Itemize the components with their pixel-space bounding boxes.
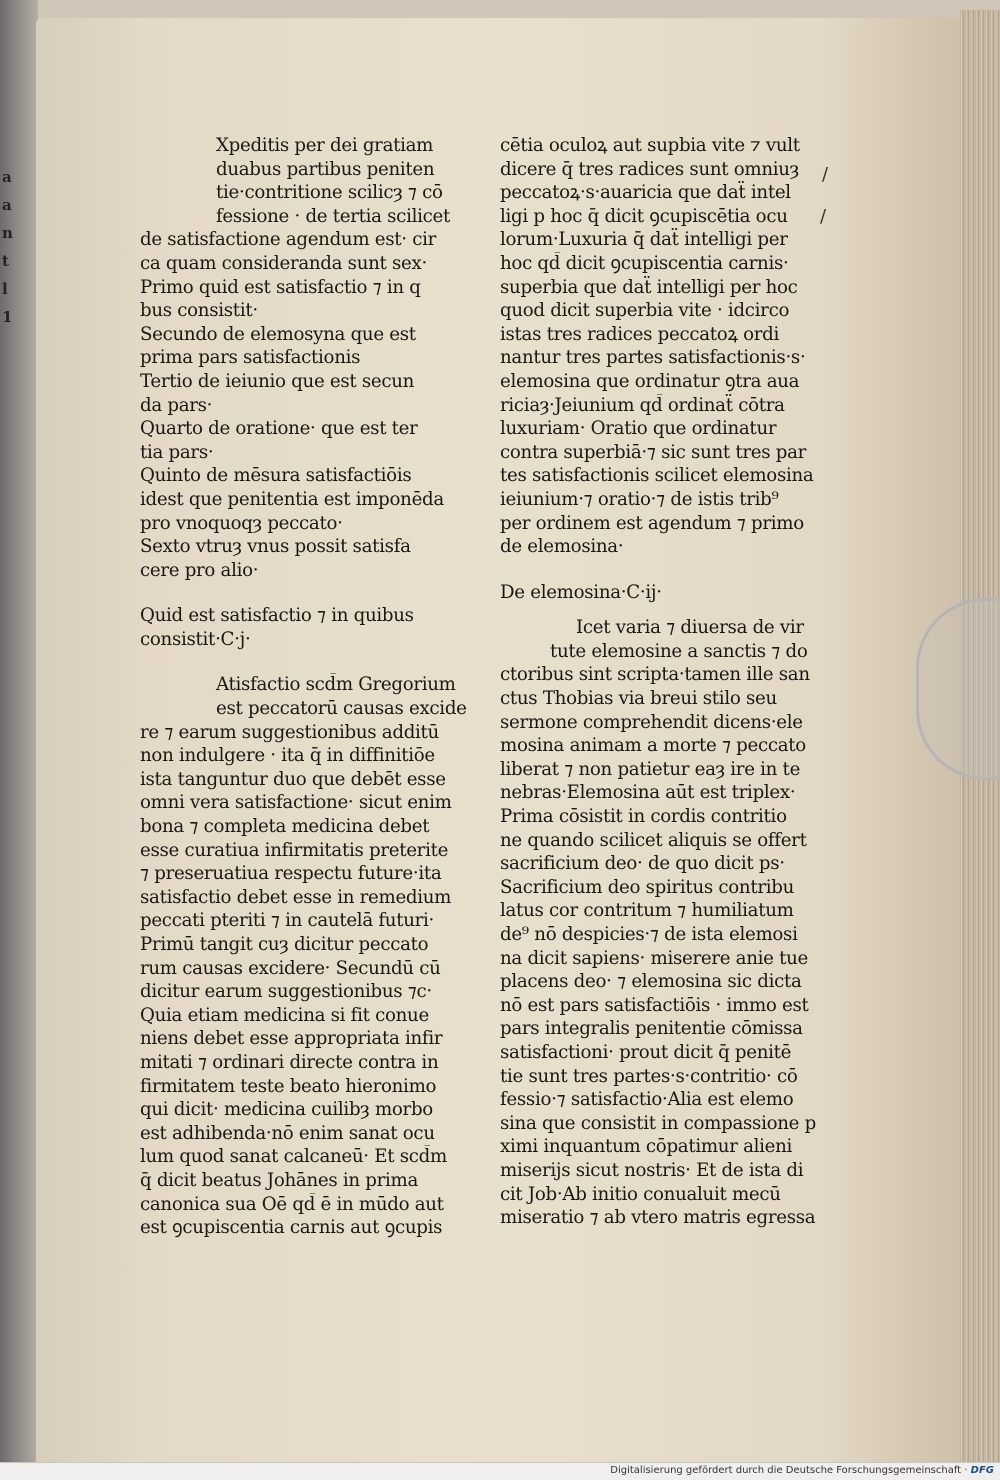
- dfg-credit: [610, 1463, 994, 1478]
- text-line: duabus partibus peniten: [216, 158, 435, 180]
- edge-mark: a: [2, 196, 12, 214]
- text-line: Secundo de elemosyna que est: [140, 323, 416, 345]
- paragraph-gap: [500, 559, 830, 581]
- text-line: Xpeditis per dei gratiam: [216, 135, 434, 156]
- text-line: Icet varia ⁊ diuersa de vir: [576, 617, 804, 639]
- text-line: dicere q̄ tres radices sunt omniuȝ: [500, 158, 799, 180]
- text-line: satisfactio debet esse in remedium: [140, 886, 452, 908]
- text-line: est peccatorū causas excide: [216, 698, 467, 720]
- text-line: lorum·Luxuria q̄ daẗ intelligi per: [500, 229, 788, 251]
- text-line: Quinto de mēsura satisfactiōis: [140, 465, 412, 487]
- text-line: Quid est satisfactio ⁊ in quibus: [140, 605, 414, 627]
- paragraph-gap: [140, 651, 470, 673]
- text-line: nō est pars satisfactiōis · immo est: [500, 994, 809, 1016]
- text-line: tia pars·: [140, 441, 214, 463]
- text-line: na dicit sapiens· miserere anie tue: [500, 947, 808, 969]
- paragraph-gap: [140, 582, 470, 604]
- text-line: elemosina que ordinatur ꝯtra aua: [500, 370, 800, 392]
- text-line: latus cor contritum ⁊ humiliatum: [500, 900, 794, 922]
- marginal-slash-mark: /: [820, 206, 827, 227]
- text-line: omni vera satisfactione· sicut enim: [140, 792, 452, 814]
- text-line: placens deo· ⁊ elemosina sic dicta: [500, 971, 802, 993]
- text-line: riciaȝ·Jeiunium qd̄ ordinaẗ cōtra: [500, 394, 785, 416]
- dfg-logo: DFG: [970, 1465, 994, 1476]
- text-line: niens debet esse appropriata infir: [140, 1028, 443, 1050]
- text-line: per ordinem est agendum ⁊ primo: [500, 512, 804, 534]
- text-line: Primo quid est satisfactio ⁊ in q: [140, 276, 421, 298]
- paragraph-gap: [500, 604, 830, 616]
- text-line: Primū tangit cuȝ dicitur peccato: [140, 934, 429, 955]
- text-line: sina que consistit in compassione p: [500, 1112, 816, 1134]
- left-text-column: [140, 134, 470, 1240]
- text-line: Quia etiam medicina si fit conue: [140, 1004, 429, 1026]
- text-line: dicitur earum suggestionibus ⁊c·: [140, 981, 432, 1003]
- text-line: ximi inquantum cōpatimur alieni: [500, 1136, 793, 1158]
- text-line: ligi p hoc q̄ dicit ꝯcupiscētia ocu: [500, 205, 788, 227]
- text-line: tute elemosine a sanctis ⁊ do: [550, 640, 808, 662]
- text-line: nantur tres partes satisfactionis·s·: [500, 347, 806, 369]
- text-line: superbia que daẗ intelligi per hoc: [500, 276, 798, 298]
- marginal-slash-mark: /: [822, 164, 829, 185]
- text-line: ctus Thobias via breui stilo seu: [500, 688, 777, 710]
- text-line: peccatoꝝ·s·auaricia que daẗ intel: [500, 182, 791, 204]
- text-line: mosina animam a morte ⁊ peccato: [500, 735, 806, 757]
- edge-mark: n: [2, 224, 13, 242]
- text-line: Prima cōsistit in cordis contritio: [500, 806, 787, 828]
- text-line: sacrificium deo· de quo dicit ps·: [500, 853, 785, 875]
- text-line: esse curatiua infirmitatis preterite: [140, 839, 449, 861]
- text-line: consistit·C·j·: [140, 628, 251, 650]
- text-line: fessio·⁊ satisfactio·Alia est elemo: [500, 1089, 794, 1111]
- text-line: non indulgere · ita q̄ in diffinitiōe: [140, 745, 435, 767]
- text-line: miseratio ⁊ ab vtero matris egressa: [500, 1207, 816, 1229]
- dfg-credit-text: Digitalisierung gefördert durch die Deutsche Forschungsgemeinschaft ·: [610, 1465, 968, 1476]
- text-line: de elemosina·: [500, 536, 624, 558]
- text-line: hoc qd̄ dicit ꝯcupiscentia carnis·: [500, 252, 789, 274]
- text-line: De elemosina·C·ij·: [500, 581, 662, 603]
- text-line: satisfactioni· prout dicit q̄ penitē: [500, 1041, 792, 1063]
- text-line: tie sunt tres partes·s·contritio· cō: [500, 1065, 798, 1087]
- edge-mark: l: [2, 280, 8, 298]
- text-line: de satisfactione agendum est· cir: [140, 229, 437, 251]
- text-line: est adhibenda·nō enim sanat ocu: [140, 1122, 435, 1144]
- edge-mark: a: [2, 168, 12, 186]
- text-line: Atisfactio scd̄m Gregorium: [216, 674, 456, 696]
- text-line: ne quando scilicet aliquis se offert: [500, 829, 807, 851]
- text-line: pars integralis penitentie cōmissa: [500, 1018, 803, 1040]
- text-line: est ꝯcupiscentia carnis aut ꝯcupis: [140, 1217, 443, 1239]
- text-line: ctoribus sint scripta·tamen ille san: [500, 664, 810, 686]
- edge-mark: t: [2, 252, 9, 270]
- text-line: Sacrificium deo spiritus contribu: [500, 876, 794, 898]
- text-line: canonica sua Oē qd̄ ē in mūdo aut: [140, 1193, 444, 1215]
- text-line: lum quod sanat calcaneū· Et scd̄m: [140, 1146, 447, 1168]
- text-line: cit Job·Ab initio conualuit mecū: [500, 1183, 781, 1205]
- text-line: ieiunium·⁊ oratio·⁊ de istis trib⁹: [500, 488, 779, 510]
- text-line: re ⁊ earum suggestionibus additū: [140, 721, 439, 743]
- text-line: bus consistit·: [140, 300, 258, 322]
- text-line: Sexto vtruȝ vnus possit satisfa: [140, 536, 411, 558]
- edge-mark: 1: [2, 308, 13, 326]
- text-line: ista tanguntur duo que debēt esse: [140, 768, 446, 790]
- text-line: fessione · de tertia scilicet: [216, 205, 450, 227]
- text-line: mitati ⁊ ordinari directe contra in: [140, 1051, 439, 1073]
- text-line: nebras·Elemosina aūt est triplex·: [500, 782, 796, 804]
- text-line: bona ⁊ completa medicina debet: [140, 816, 430, 838]
- text-line: qui dicit· medicina cuilibȝ morbo: [140, 1099, 433, 1121]
- text-line: cere pro alio·: [140, 559, 259, 581]
- text-line: sermone comprehendit dicens·ele: [500, 711, 803, 733]
- text-line: idest que penitentia est imponēda: [140, 488, 444, 510]
- text-line: cētia oculoꝝ aut supbia vite ⁊ vult: [500, 135, 800, 156]
- text-line: da pars·: [140, 394, 213, 416]
- text-line: liberat ⁊ non patietur eaȝ ire in te: [500, 758, 801, 780]
- text-line: ⁊ preseruatiua respectu future·ita: [140, 863, 442, 885]
- text-line: miserijs sicut nostris· Et de ista di: [500, 1159, 804, 1181]
- text-line: istas tres radices peccatoꝝ ordi: [500, 323, 780, 345]
- text-line: tie·contritione scilicȝ ⁊ cō: [216, 182, 443, 204]
- text-line: Quarto de oratione· que est ter: [140, 418, 418, 440]
- right-text-column: [500, 134, 830, 1230]
- text-line: peccati pteriti ⁊ in cautelā futuri·: [140, 910, 435, 932]
- text-line: q̄ dicit beatus Johānes in prima: [140, 1169, 419, 1191]
- text-line: firmitatem teste beato hieronimo: [140, 1075, 437, 1097]
- text-line: ca quam consideranda sunt sex·: [140, 252, 427, 274]
- text-line: rum causas excidere· Secundū cū: [140, 957, 441, 979]
- text-line: Tertio de ieiunio que est secun: [140, 370, 415, 392]
- text-line: pro vnoquoqȝ peccato·: [140, 512, 343, 534]
- text-line: contra superbiā·⁊ sic sunt tres par: [500, 441, 807, 463]
- text-line: tes satisfactionis scilicet elemosina: [500, 465, 814, 487]
- text-line: de⁹ nō despicies·⁊ de ista elemosi: [500, 924, 798, 945]
- previous-page-edge: [0, 0, 38, 1462]
- text-line: quod dicit superbia vite · idcirco: [500, 300, 790, 322]
- text-line: prima pars satisfactionis: [140, 347, 361, 369]
- text-line: luxuriam· Oratio que ordinatur: [500, 418, 777, 440]
